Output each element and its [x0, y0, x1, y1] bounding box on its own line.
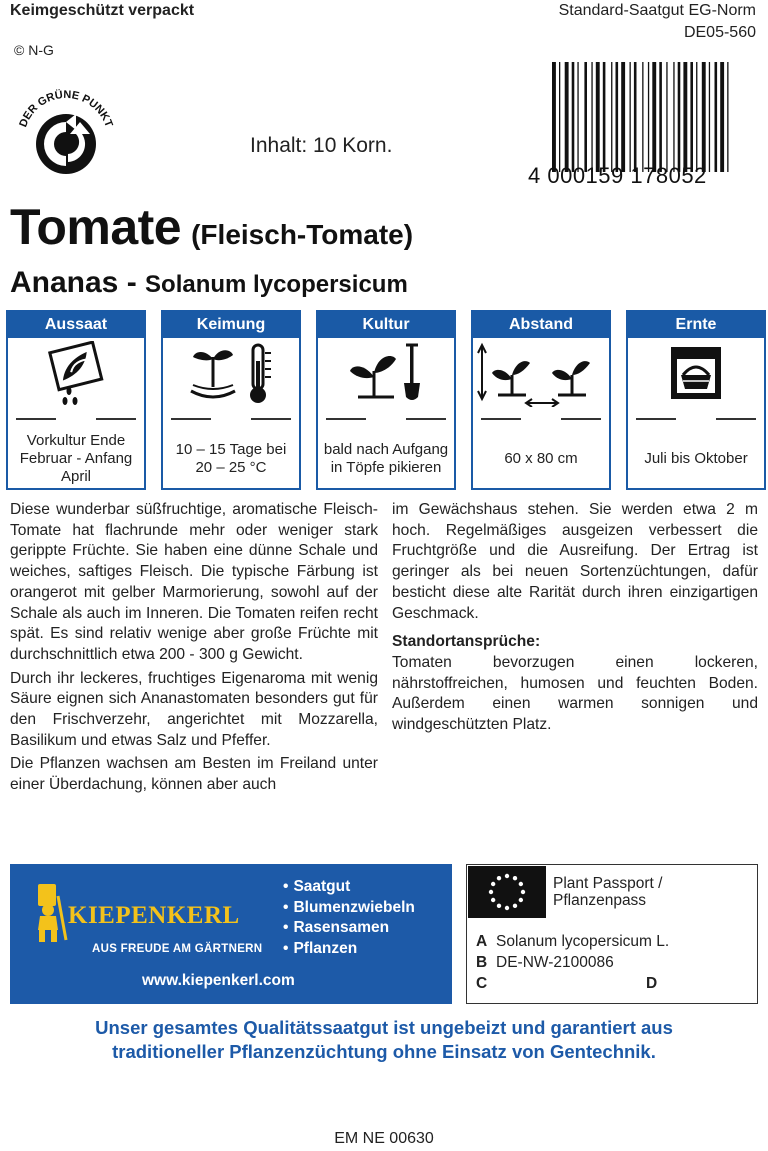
standard-line-1: Standard-Saatgut EG-Norm: [558, 2, 756, 19]
footer-code: EM NE 00630: [334, 1130, 434, 1147]
barcode-bar: [616, 62, 619, 172]
packaging-note: Keimgeschützt verpackt: [10, 2, 195, 19]
passport-b-label: B: [476, 954, 488, 971]
barcode-bar: [666, 62, 667, 172]
barcode-digits: 4 000159 178052: [528, 163, 707, 188]
description-left-column: [10, 500, 378, 799]
kiepenkerl-mascot-icon: [28, 880, 68, 944]
passport-line-d: [646, 975, 666, 993]
divider-lines: [318, 410, 454, 430]
brand-product-item: • Rasensamen: [283, 918, 415, 939]
info-box-text: bald nach Aufgang in Töpfe pikieren: [323, 441, 449, 476]
info-box-text: 10 – 15 Tage bei 20 – 25 °C: [175, 441, 287, 476]
barcode-bar: [596, 62, 600, 172]
passport-title: [553, 875, 662, 909]
info-box-text: 60 x 80 cm: [504, 450, 578, 467]
info-box-ernte: [626, 310, 766, 490]
brand-tagline: AUS FREUDE AM GÄRTNERN: [92, 943, 263, 955]
green-dot-text: DER GRÜNE PUNKT: [17, 88, 115, 129]
brand-product-item: • Blumenzwiebeln: [283, 898, 415, 919]
passport-line-c: [476, 975, 496, 993]
location-heading: Standortansprüche:: [392, 633, 541, 651]
passport-c-label: C: [476, 975, 488, 992]
brand-product-item: • Pflanzen: [283, 939, 415, 960]
harvest-basket-icon: [628, 338, 764, 410]
seed-packet-icon: [8, 338, 144, 410]
eu-star-icon: [489, 890, 493, 894]
barcode-bar: [696, 62, 697, 172]
product-type: (Fleisch-Tomate): [191, 219, 414, 250]
eu-star-icon: [505, 906, 509, 910]
barcode-bar: [591, 62, 592, 172]
location-text: Tomaten bevorzugen einen lockeren, nährstoffreichen, humosen und feuchten Boden. Außerdem einen warmen sonnigen und windgeschützten Platz.: [392, 653, 758, 734]
info-box-label: Abstand: [473, 312, 609, 338]
guarantee-line-2: traditioneller Pflanzenzüchtung ohne Einsatz von Gentechnik.: [112, 1041, 656, 1062]
divider-lines: [628, 410, 764, 430]
barcode-bar: [702, 62, 706, 172]
copyright-text: © N-G: [14, 42, 54, 58]
info-box-abstand: [471, 310, 611, 490]
barcode-bar: [683, 62, 687, 172]
passport-b-value: DE-NW-2100086: [496, 954, 614, 971]
product-variety-line: [10, 266, 408, 300]
barcode-bar: [709, 62, 710, 172]
eu-star-icon: [519, 898, 523, 902]
eu-star-icon: [513, 904, 517, 908]
barcode-bar: [659, 62, 662, 172]
info-box-kultur: [316, 310, 456, 490]
eu-star-icon: [513, 876, 517, 880]
barcode-bar: [673, 62, 674, 172]
barcode-bar: [603, 62, 606, 172]
passport-a-value: Solanum lycopersicum L.: [496, 933, 670, 950]
eu-star-icon: [497, 904, 501, 908]
info-box-text: Vorkultur Ende Februar - Anfang April: [19, 432, 133, 485]
standard-line-2: DE05-560: [683, 24, 756, 41]
barcode-bar: [648, 62, 649, 172]
guarantee-line-1: Unser gesamtes Qualitätssaatgut ist ungebeizt und garantiert aus: [95, 1017, 673, 1038]
brand-url: www.kiepenkerl.com: [142, 972, 295, 989]
barcode-bar: [559, 62, 560, 172]
content-amount: Inhalt: 10 Korn.: [250, 134, 393, 157]
barcode-bar: [572, 62, 575, 172]
barcode-bar: [552, 62, 556, 172]
variety-name: Ananas -: [10, 266, 137, 299]
product-name: Tomate: [10, 199, 182, 255]
info-box-label: Aussaat: [8, 312, 144, 338]
barcode-bar: [720, 62, 724, 172]
info-box-label: Ernte: [628, 312, 764, 338]
barcode-bar: [634, 62, 637, 172]
eu-star-icon: [521, 890, 525, 894]
description-paragraph-2: Durch ihr leckeres, fruchtiges Eigenaroma mit wenig Säure eignen sich Ananastomaten besonders gut für den Frischverzehr, angerichtet mit Mozzarella, Basilikum und etwas Salz und Pfeffer.: [10, 669, 378, 749]
brand-product-item: • Saatgut: [283, 877, 415, 898]
eu-star-icon: [491, 882, 495, 886]
description-paragraph-3b: im Gewächshaus stehen. Sie werden etwa 2 m hoch. Regelmäßiges ausgeizen verbessert die Fruchtgröße und die Ausreifung. Der Ertrag ist geringer als bei neuen Sortenzüchtungen, dafür besticht diese alte Rarität durch ihren einzigartigen Geschmack.: [392, 501, 758, 622]
eu-flag-icon: [468, 866, 546, 918]
spacing-icon: [473, 338, 609, 410]
passport-a-label: A: [476, 933, 488, 950]
passport-line-b: [476, 954, 614, 972]
barcode-bar: [630, 62, 631, 172]
description-paragraph-3a: Die Pflanzen wachsen am Besten im Freiland unter einer Überdachung, können aber auch: [10, 755, 378, 794]
sprout-thermometer-icon: [163, 338, 299, 410]
info-box-label: Kultur: [318, 312, 454, 338]
divider-lines: [8, 410, 144, 430]
description-right-column: [392, 500, 758, 739]
brand-product-list: [283, 877, 415, 960]
barcode-bar: [727, 62, 728, 172]
passport-line-a: [476, 933, 669, 951]
barcode-bar: [690, 62, 693, 172]
brand-name: KIEPENKERL: [68, 902, 240, 929]
product-title: [10, 198, 413, 256]
eu-star-icon: [505, 874, 509, 878]
cultivation-info-row: [6, 310, 764, 490]
latin-name: Solanum lycopersicum: [145, 271, 408, 298]
barcode-bar: [611, 62, 612, 172]
barcode-bar: [642, 62, 643, 172]
passport-title-line-1: Plant Passport /: [553, 875, 663, 892]
plant-spade-icon: [318, 338, 454, 410]
description-paragraph-1: Diese wunderbar süßfruchtige, aromatische Fleisch-Tomate hat flachrunde mehr oder weniger stark gerippte Früchte. Sie haben eine dünne Schale und weiches, saftiges Fleisch. Die typische Färbung ist orangerot mit gelber Marmorierung, sowohl auf der Schale als auch im Inneren. Die Tomaten reifen recht spät. Es sind relativ wenige aber große Früchte mit durchschnittlich etwa 200 - 300 g Gewicht.: [10, 501, 378, 663]
eu-star-icon: [519, 882, 523, 886]
green-dot-logo-icon: [10, 78, 122, 190]
barcode-icon: [552, 62, 756, 172]
barcode-bar: [577, 62, 578, 172]
info-box-keimung: [161, 310, 301, 490]
divider-lines: [473, 410, 609, 430]
passport-title-line-2: Pflanzenpass: [553, 892, 647, 909]
passport-d-label: D: [646, 975, 658, 992]
barcode-bar: [584, 62, 587, 172]
divider-lines: [163, 410, 299, 430]
barcode-bar: [621, 62, 625, 172]
info-box-text: Juli bis Oktober: [644, 450, 748, 467]
eu-star-icon: [497, 876, 501, 880]
barcode-bar: [652, 62, 656, 172]
barcode-bar: [715, 62, 718, 172]
info-box-label: Keimung: [163, 312, 299, 338]
barcode-bar: [678, 62, 681, 172]
barcode-bar: [565, 62, 569, 172]
standard-info: [559, 0, 756, 44]
guarantee-statement: [20, 1016, 748, 1064]
info-box-aussaat: [6, 310, 146, 490]
eu-star-icon: [491, 898, 495, 902]
